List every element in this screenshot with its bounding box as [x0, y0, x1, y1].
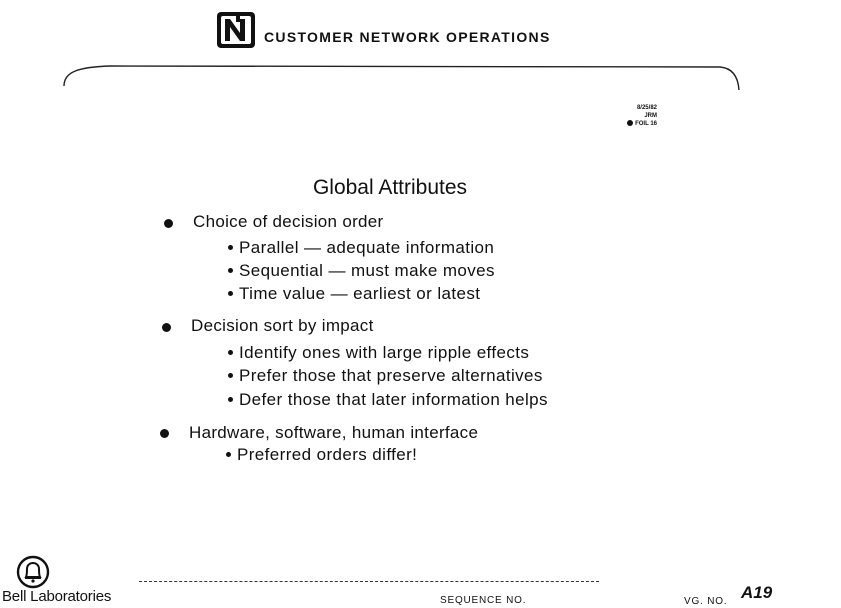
list-item — [228, 390, 548, 410]
bullet-icon — [164, 219, 173, 228]
slide-title: Global Attributes — [312, 176, 468, 199]
list-item-text: Identify ones with large ripple effects — [239, 343, 530, 362]
sub-bullet-icon — [228, 245, 233, 250]
section-label: Decision sort by impact — [191, 316, 374, 335]
sub-bullet-icon — [228, 373, 233, 378]
list-item — [226, 445, 417, 465]
list-item-text: Sequential — must make moves — [239, 261, 495, 280]
footer-rule — [139, 581, 599, 582]
sub-bullet-icon — [226, 452, 231, 457]
meta-initials: JRM — [644, 113, 657, 119]
list-item — [228, 284, 480, 304]
bullet-icon — [160, 429, 169, 438]
foil-dot-icon — [627, 120, 633, 126]
bullet-icon — [162, 323, 171, 332]
vg-label: VG. NO. — [684, 596, 728, 607]
section-label: Hardware, software, human interface — [189, 423, 479, 442]
list-item — [228, 238, 494, 258]
sub-bullet-icon — [228, 397, 233, 402]
sub-bullet-icon — [228, 350, 233, 355]
meta-foil-row — [627, 120, 657, 128]
bell-labs-label: Bell Laboratories — [2, 588, 112, 605]
list-item — [228, 261, 495, 281]
sub-bullet-icon — [228, 268, 233, 273]
list-item-text: Preferred orders differ! — [237, 445, 418, 464]
meta-foil: FOIL 16 — [635, 121, 657, 127]
list-item — [228, 366, 543, 386]
foil-meta — [627, 104, 657, 128]
list-item-text: Defer those that later information helps — [239, 390, 548, 409]
sub-bullet-icon — [228, 291, 233, 296]
cno-logo-icon — [216, 11, 256, 49]
list-item-text: Time value — earliest or latest — [239, 284, 481, 303]
sequence-label: SEQUENCE NO. — [440, 595, 527, 606]
list-item — [228, 343, 529, 363]
bell-icon — [16, 555, 50, 589]
list-item-text: Parallel — adequate information — [239, 238, 495, 257]
section-label: Choice of decision order — [193, 212, 384, 231]
meta-date: 8/25/82 — [636, 105, 657, 111]
list-item-text: Prefer those that preserve alternatives — [239, 366, 543, 385]
org-title: CUSTOMER NETWORK OPERATIONS — [264, 29, 551, 45]
page-code: A19 — [741, 583, 773, 602]
